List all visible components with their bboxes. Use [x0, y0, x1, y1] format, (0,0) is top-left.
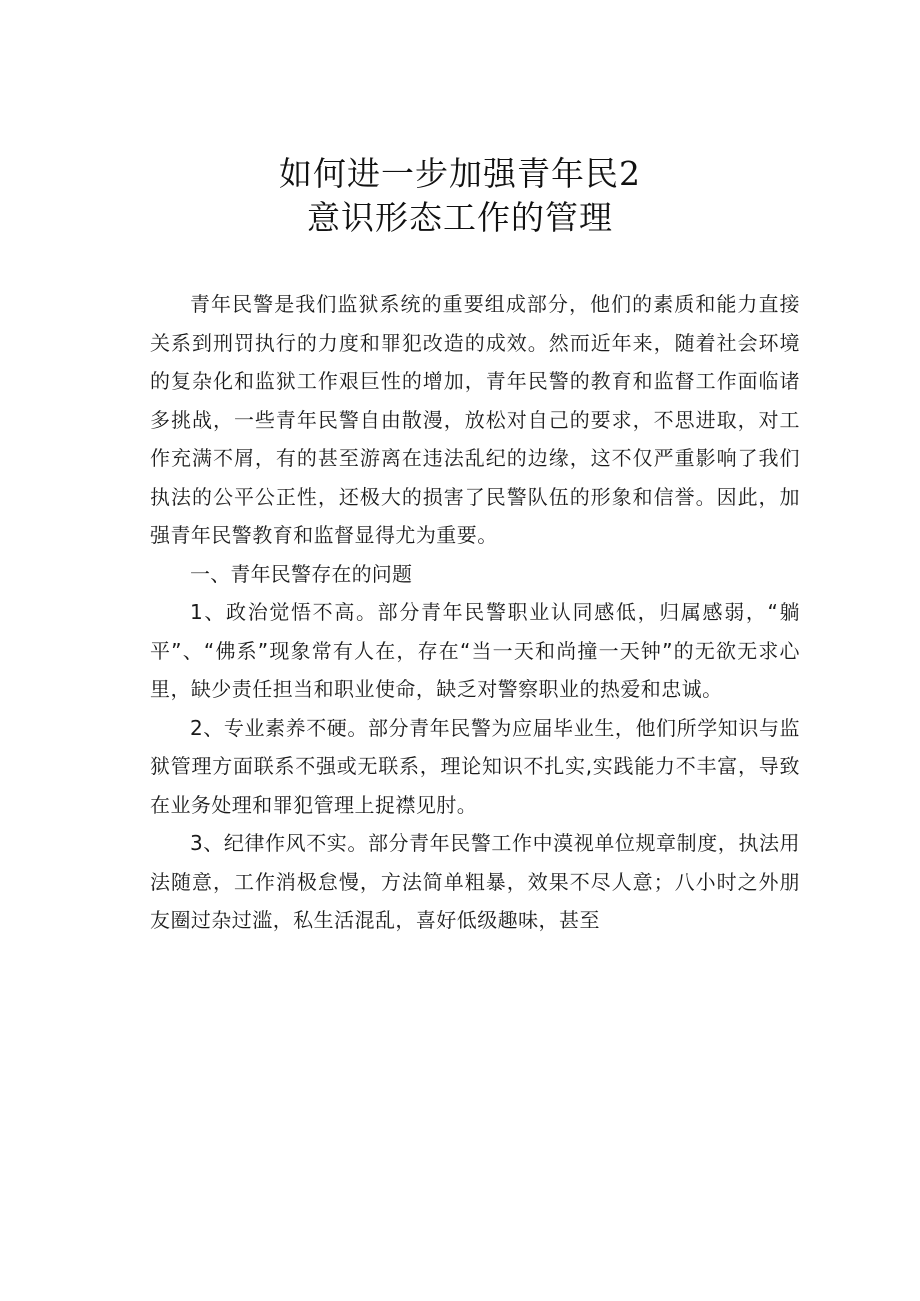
paragraph-item-2: 2、专业素养不硬。部分青年民警为应届毕业生，他们所学知识与监狱管理方面联系不强或无联系，理论知识不扎实,实践能力不丰富，导致在业务处理和罪犯管理上捉襟见肘。	[150, 715, 800, 817]
paragraph-item-1: 1、政治觉悟不高。部分青年民警职业认同感低，归属感弱，“躺平”、“佛系”现象常有人在，存在“当一天和尚撞一天钟”的无欲无求心里，缺少责任担当和职业使命，缺乏对警察职业的热爱和忠诚。	[150, 600, 800, 701]
section-heading: 一、青年民警存在的问题	[190, 561, 413, 586]
document-title	[0, 152, 920, 240]
paragraph-item-3: 3、纪律作风不实。部分青年民警工作中漠视单位规章制度，执法用法随意，工作消极怠慢，方法简单粗暴，效果不尽人意；八小时之外朋友圈过杂过滥，私生活混乱，喜好低级趣味，甚至	[150, 831, 800, 932]
title-line-2: 意识形态工作的管理	[307, 198, 613, 237]
document-body	[150, 285, 800, 940]
title-line-1: 如何进一步加强青年民2	[279, 154, 641, 193]
paragraph-intro: 青年民警是我们监狱系统的重要组成部分，他们的素质和能力直接关系到刑罚执行的力度和罪犯改造的成效。然而近年来，随着社会环境的复杂化和监狱工作艰巨性的增加，青年民警的教育和监督工作面临诸多挑战，一些青年民警自由散漫，放松对自己的要求，不思进取，对工作充满不屑，有的甚至游离在违法乱纪的边缘，这不仅严重影响了我们执法的公平公正性，还极大的损害了民警队伍的形象和信誉。因此，加强青年民警教育和监督显得尤为重要。	[150, 292, 800, 547]
